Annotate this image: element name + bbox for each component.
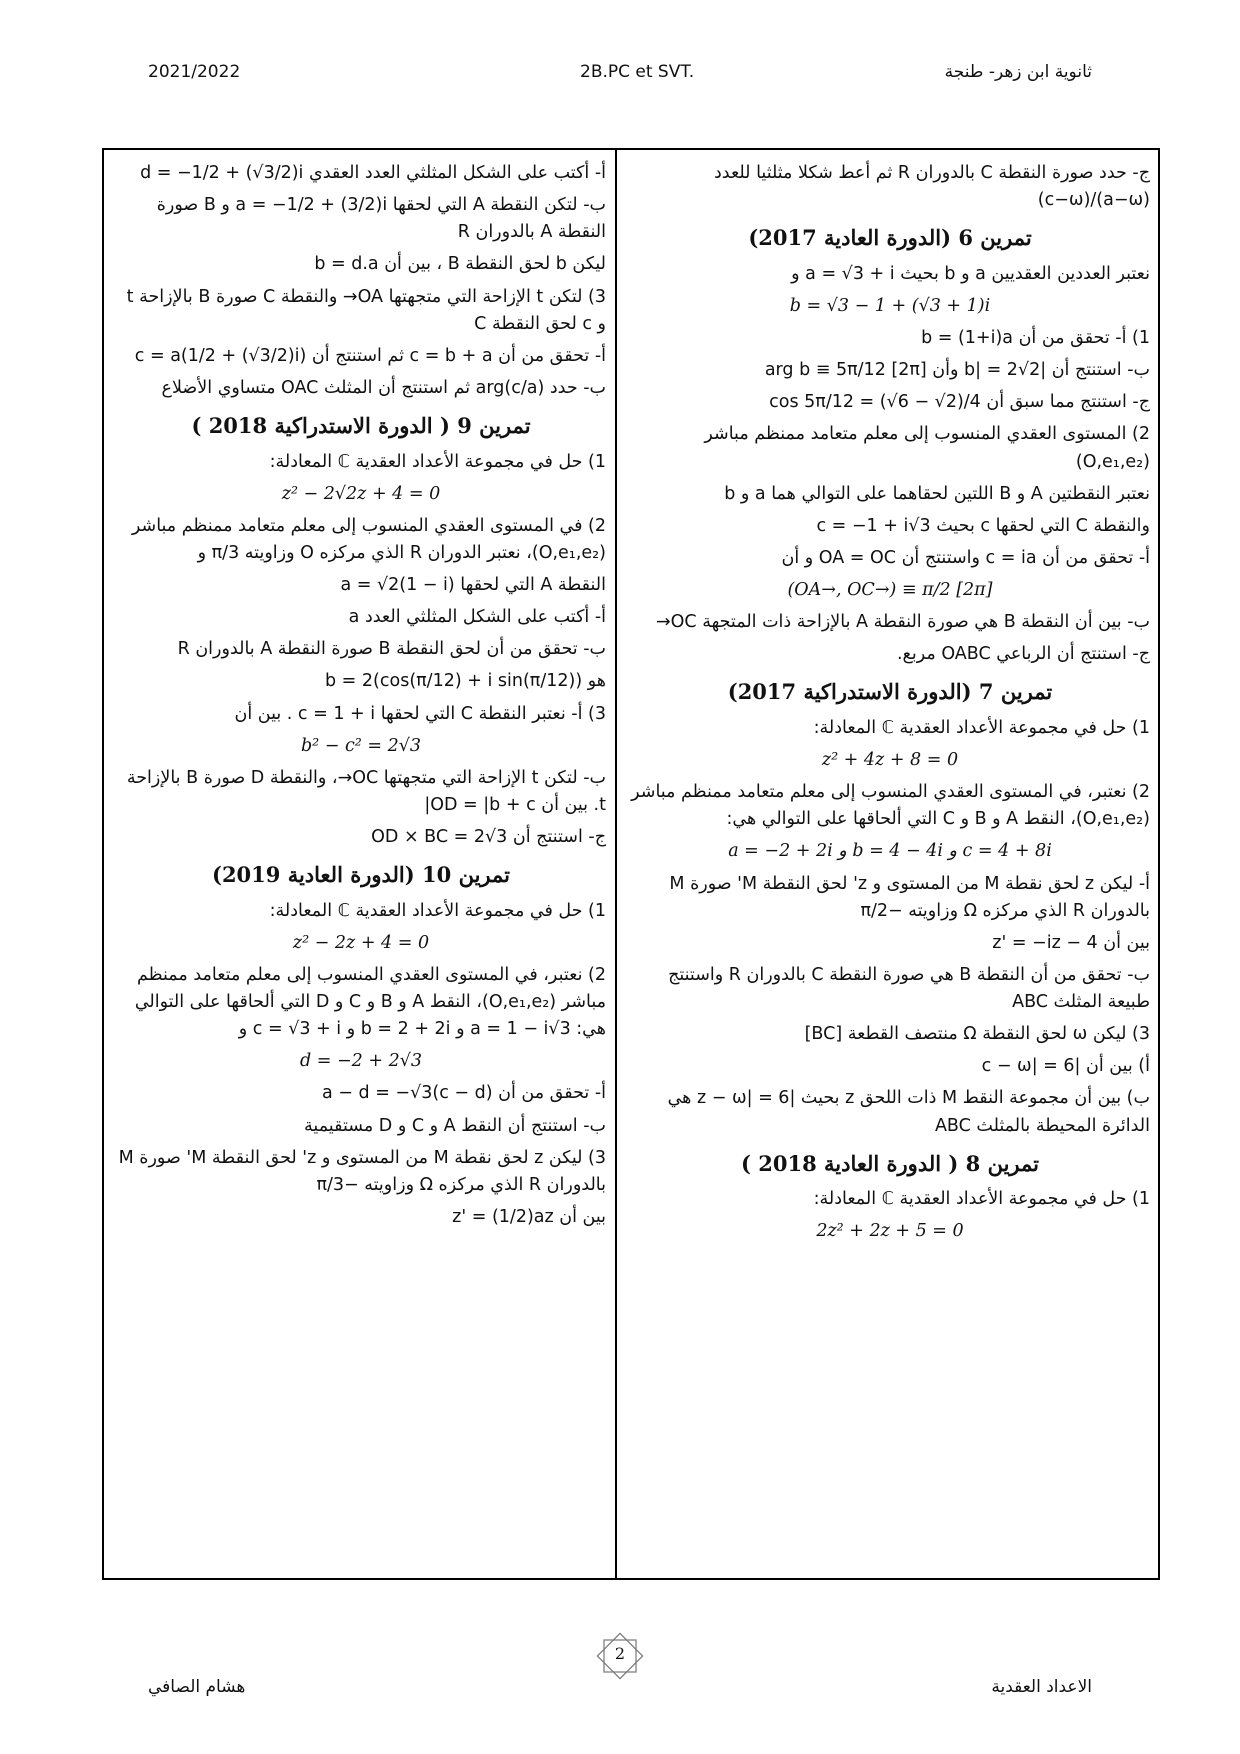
page-number: 2 xyxy=(614,1644,626,1663)
footer-topic: الاعداد العقدية xyxy=(991,1677,1092,1697)
exercise-title: تمرين 8 ( الدورة العادية 2018 ) xyxy=(741,1150,1039,1176)
exercise-text: 2) المستوى العقدي المنسوب إلى معلم متعامد ممنظم مباشر (O,e₁,e₂) xyxy=(704,424,1150,472)
exercise-text: 1) حل في مجموعة الأعداد العقدية ℂ المعادلة: xyxy=(813,1189,1150,1210)
exercise-text: 2) نعتبر، في المستوى العقدي المنسوب إلى معلم متعامد ممنظم مباشر (O,e₁,e₂)، النقط A و B و C التي ألحاقها على التوالي هي: xyxy=(631,782,1150,830)
exercise-text: 1) حل في مجموعة الأعداد العقدية ℂ المعادلة: xyxy=(813,717,1150,738)
exercise-text: ج- استنتج مما سبق أن cos 5π/12 = (√6 − √2)/4 xyxy=(769,392,1150,413)
math-line: b = √3 − 1 + (√3 + 1)i xyxy=(789,295,991,316)
exercise-text: ب- استنتج أن |b| = 2√2 وأن arg b ≡ 5π/12 [2π] xyxy=(764,360,1150,381)
exercise-text: هو b = 2(cos(π/12) + i sin(π/12)) xyxy=(325,671,606,692)
exercise-text: 1) أ- تحقق من أن b = (1+i)a xyxy=(921,328,1150,349)
header-school: ثانوية ابن زهر- طنجة xyxy=(944,62,1092,82)
exercise-text: 3) أ- نعتبر النقطة C التي لحقها c = 1 + i . بين أن xyxy=(234,703,606,724)
exercise-text: ب- استنتج أن النقط A و C و D مستقيمية xyxy=(304,1115,606,1136)
exercise-text: ب) بين أن مجموعة النقط M ذات اللحق z بحيث |z − ω| = 6 هي الدائرة المحيطة بالمثلث ABC xyxy=(667,1088,1150,1136)
exercise-text: أ- تحقق من أن c = ia واستنتج أن OA = OC و أن xyxy=(781,547,1150,568)
math-line: 2z² + 2z + 5 = 0 xyxy=(816,1221,964,1242)
math-line: z² − 2z + 4 = 0 xyxy=(292,932,430,953)
header-year: 2021/2022 xyxy=(148,62,241,82)
exercise-text: 2) نعتبر، في المستوى العقدي المنسوب إلى معلم متعامد ممنظم مباشر (O,e₁,e₂)، النقط A و B و C و D التي ألحاقها على التوالي هي: a = 1 − i√3 و b = 2 + 2i و c = √3 + i و xyxy=(134,964,606,1040)
exercise-text: بين أن z' = (1/2)az xyxy=(452,1206,606,1227)
exercise-text: ب- تحقق من أن النقطة B هي صورة النقطة C بالدوران R واستنتج طبيعة المثلث ABC xyxy=(668,964,1150,1013)
exercise-text: والنقطة C التي لحقها c بحيث c = −1 + i√3 xyxy=(816,515,1150,536)
exercise-text: أ- تحقق من أن a − d = −√3(c − d) xyxy=(322,1083,606,1104)
exercise-title: تمرين 9 ( الدورة الاستدراكية 2018 ) xyxy=(191,413,531,438)
exercise-text: 3) ليكن ω لحق النقطة Ω منتصف القطعة [BC] xyxy=(804,1024,1150,1045)
exercise-text: النقطة A التي لحقها a = √2(1 − i) xyxy=(340,575,606,596)
right-column xyxy=(630,160,1150,1570)
footer-author: هشام الصافي xyxy=(148,1677,246,1697)
exercise-text: 1) حل في مجموعة الأعداد العقدية ℂ المعادلة: xyxy=(269,900,606,921)
exercise-text: نعتبر العددين العقديين a و b بحيث a = √3 + i و xyxy=(791,263,1150,284)
math-line: z² − 2√2z + 4 = 0 xyxy=(281,483,441,504)
exercise-text: ب- لتكن t الإزاحة التي متجهتها OC→، والنقطة D صورة B بالإزاحة t. بين أن OD = |b + c| xyxy=(126,767,606,815)
exercise-text: 3) ليكن z لحق نقطة M من المستوى و z' لحق النقطة M' صورة M بالدوران R الذي مركزه Ω وزاويته −π/3 xyxy=(118,1147,606,1195)
exercise-text: 3) لتكن t الإزاحة التي متجهتها OA→ والنقطة C صورة B بالإزاحة t و c لحق النقطة C xyxy=(126,286,606,334)
column-divider xyxy=(615,148,617,1580)
exercise-text: أ- أكتب على الشكل المثلثي العدد العقدي d = −1/2 + (√3/2)i xyxy=(140,163,606,183)
left-column xyxy=(116,160,606,1570)
exercise-text: ب- لتكن النقطة A التي لحقها a = −1/2 + (3/2)i و B صورة النقطة A بالدوران R xyxy=(156,195,606,243)
math-line: a = −2 + 2i و b = 4 − 4i و c = 4 + 8i xyxy=(728,841,1052,862)
exercise-text: 1) حل في مجموعة الأعداد العقدية ℂ المعادلة: xyxy=(269,451,606,472)
exercise-text: ب- بين أن النقطة B هي صورة النقطة A بالإزاحة ذات المتجهة OC→ xyxy=(655,612,1150,633)
header-class: 2B.PC et SVT. xyxy=(580,62,695,82)
exercise-text: أ- ليكن z لحق نقطة M من المستوى و z' لحق النقطة M' صورة M بالدوران R الذي مركزه Ω وزاويته −π/2 xyxy=(669,873,1150,921)
exercise-text: ج- استنتج أن الرباعي OABC مربع. xyxy=(896,644,1150,665)
exercise-title: تمرين 6 (الدورة العادية 2017) xyxy=(748,225,1032,251)
exercise-text: ج- حدد صورة النقطة C بالدوران R ثم أعط شكلا مثلثيا للعدد (a−ω)/(c−ω) xyxy=(713,163,1150,211)
exercise-text: ب- حدد arg(c/a) ثم استنتج أن المثلث OAC متساوي الأضلاع xyxy=(161,377,606,398)
exercise-text: أ) بين أن |c − ω| = 6 xyxy=(981,1056,1150,1077)
exercise-title: تمرين 7 (الدورة الاستدراكية 2017) xyxy=(727,679,1053,705)
math-line: d = −2 + 2√3 xyxy=(300,1051,422,1072)
math-line: z² + 4z + 8 = 0 xyxy=(821,750,959,771)
exercise-text: بين أن z' = −iz − 4 xyxy=(992,932,1150,953)
exercise-text: ج- استنتج أن OD × BC = 2√3 xyxy=(371,827,606,848)
exercise-text: ب- تحقق من أن لحق النقطة B صورة النقطة A بالدوران R xyxy=(177,639,606,660)
math-line: (OA→, OC→) ≡ π/2 [2π] xyxy=(787,580,993,601)
exercise-text: نعتبر النقطتين A و B اللتين لحقاهما على التوالي هما a و b xyxy=(724,483,1150,504)
exercise-text: أ- أكتب على الشكل المثلثي العدد a xyxy=(348,607,606,628)
exercise-text: 2) في المستوى العقدي المنسوب إلى معلم متعامد ممنظم مباشر (O,e₁,e₂)، نعتبر الدوران R الذي مركزه O وزاويته π/3 و xyxy=(131,515,606,563)
exercise-title: تمرين 10 (الدورة العادية 2019) xyxy=(212,862,510,888)
page-number-badge xyxy=(596,1632,644,1680)
exercise-text: ليكن b لحق النقطة B ، بين أن b = d.a xyxy=(314,254,606,275)
math-line: b² − c² = 2√3 xyxy=(300,735,422,756)
exercise-text: أ- تحقق من أن c = b + a ثم استنتج أن c = a(1/2 + (√3/2)i) xyxy=(134,345,606,366)
